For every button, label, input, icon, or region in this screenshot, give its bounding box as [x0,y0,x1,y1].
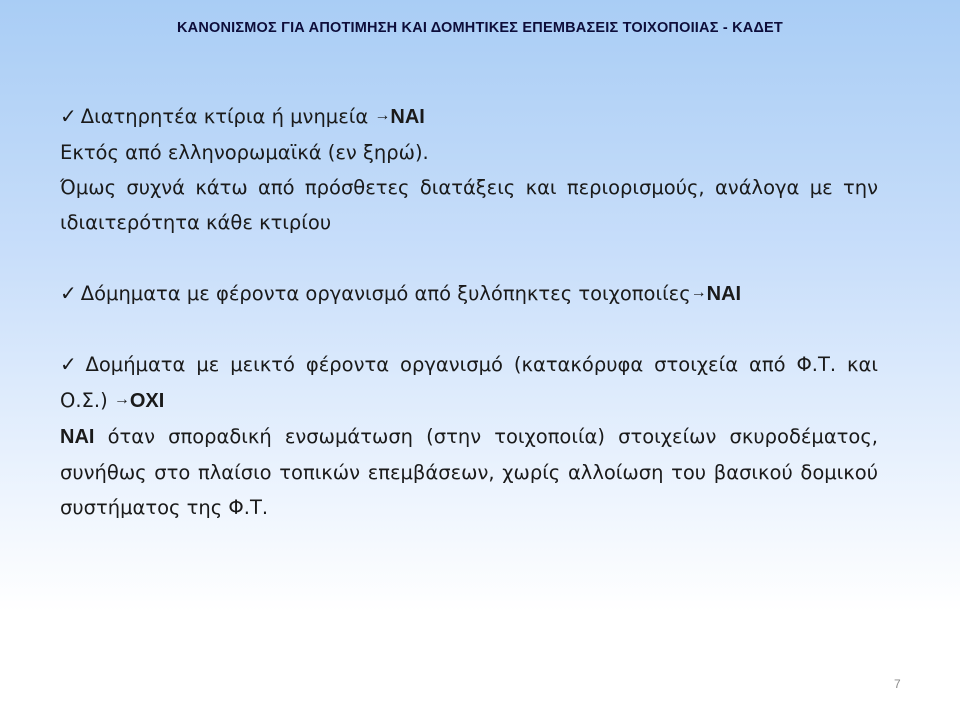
bullet-3-note [60,419,878,525]
bullet-2-verdict: ΝΑΙ [706,283,742,305]
bullet-3-note-lead: ΝΑΙ [60,426,95,448]
page-number: 7 [894,677,901,691]
arrow-right-icon: → [374,107,391,124]
slide-title: ΚΑΝΟΝΙΣΜΟΣ ΓΙΑ ΑΠΟΤΙΜΗΣΗ ΚΑΙ ΔΟΜΗΤΙΚΕΣ ΕΠΕΜΒΑΣΕΙΣ ΤΟΙΧΟΠΟΙΙΑΣ - ΚΑΔΕΤ [176,20,783,36]
arrow-right-icon: → [113,391,130,408]
arrow-right-icon: → [690,284,707,301]
bullet-2-text: Δόμηματα με φέροντα οργανισμό από ξυλόπηκτες τοιχοποιίες [80,282,691,305]
bullet-1-line-1: Εκτός από ελληνορωμαϊκά (εν ξηρώ). [60,141,429,164]
bullet-1-line-2: Όμως συχνά κάτω από πρόσθετες διατάξεις και περιορισμούς, ανάλογα με την ιδιαιτερότητα κάθε κτιρίου [60,176,878,234]
bullet-3 [60,347,878,419]
checkmark-icon: ✓ [60,281,77,305]
bullet-1-verdict: ΝΑΙ [390,106,425,128]
bullet-3-verdict: ΟΧΙ [129,390,165,412]
bullet-3-note-text: όταν σποραδική ενσωμάτωση (στην τοιχοποιία) στοιχείων σκυροδέματος, συνήθως στο πλαίσιο τοπικών επεμβάσεων, χωρίς αλλοίωση του βασικού δομικού συστήματος της Φ.Τ. [60,425,878,519]
bullet-3-text: Δομήματα με μεικτό φέροντα οργανισμό (κατακόρυφα στοιχεία από Φ.Τ. και Ο.Σ.) [60,353,879,412]
bullet-2 [60,275,878,312]
spacer [60,312,878,347]
bullet-1-text: Διατηρητέα κτίρια ή μνημεία [80,105,375,128]
checkmark-icon: ✓ [60,104,77,128]
spacer [60,240,878,275]
slide-content [60,98,878,525]
checkmark-icon: ✓ [60,352,82,376]
bullet-1 [60,98,878,135]
